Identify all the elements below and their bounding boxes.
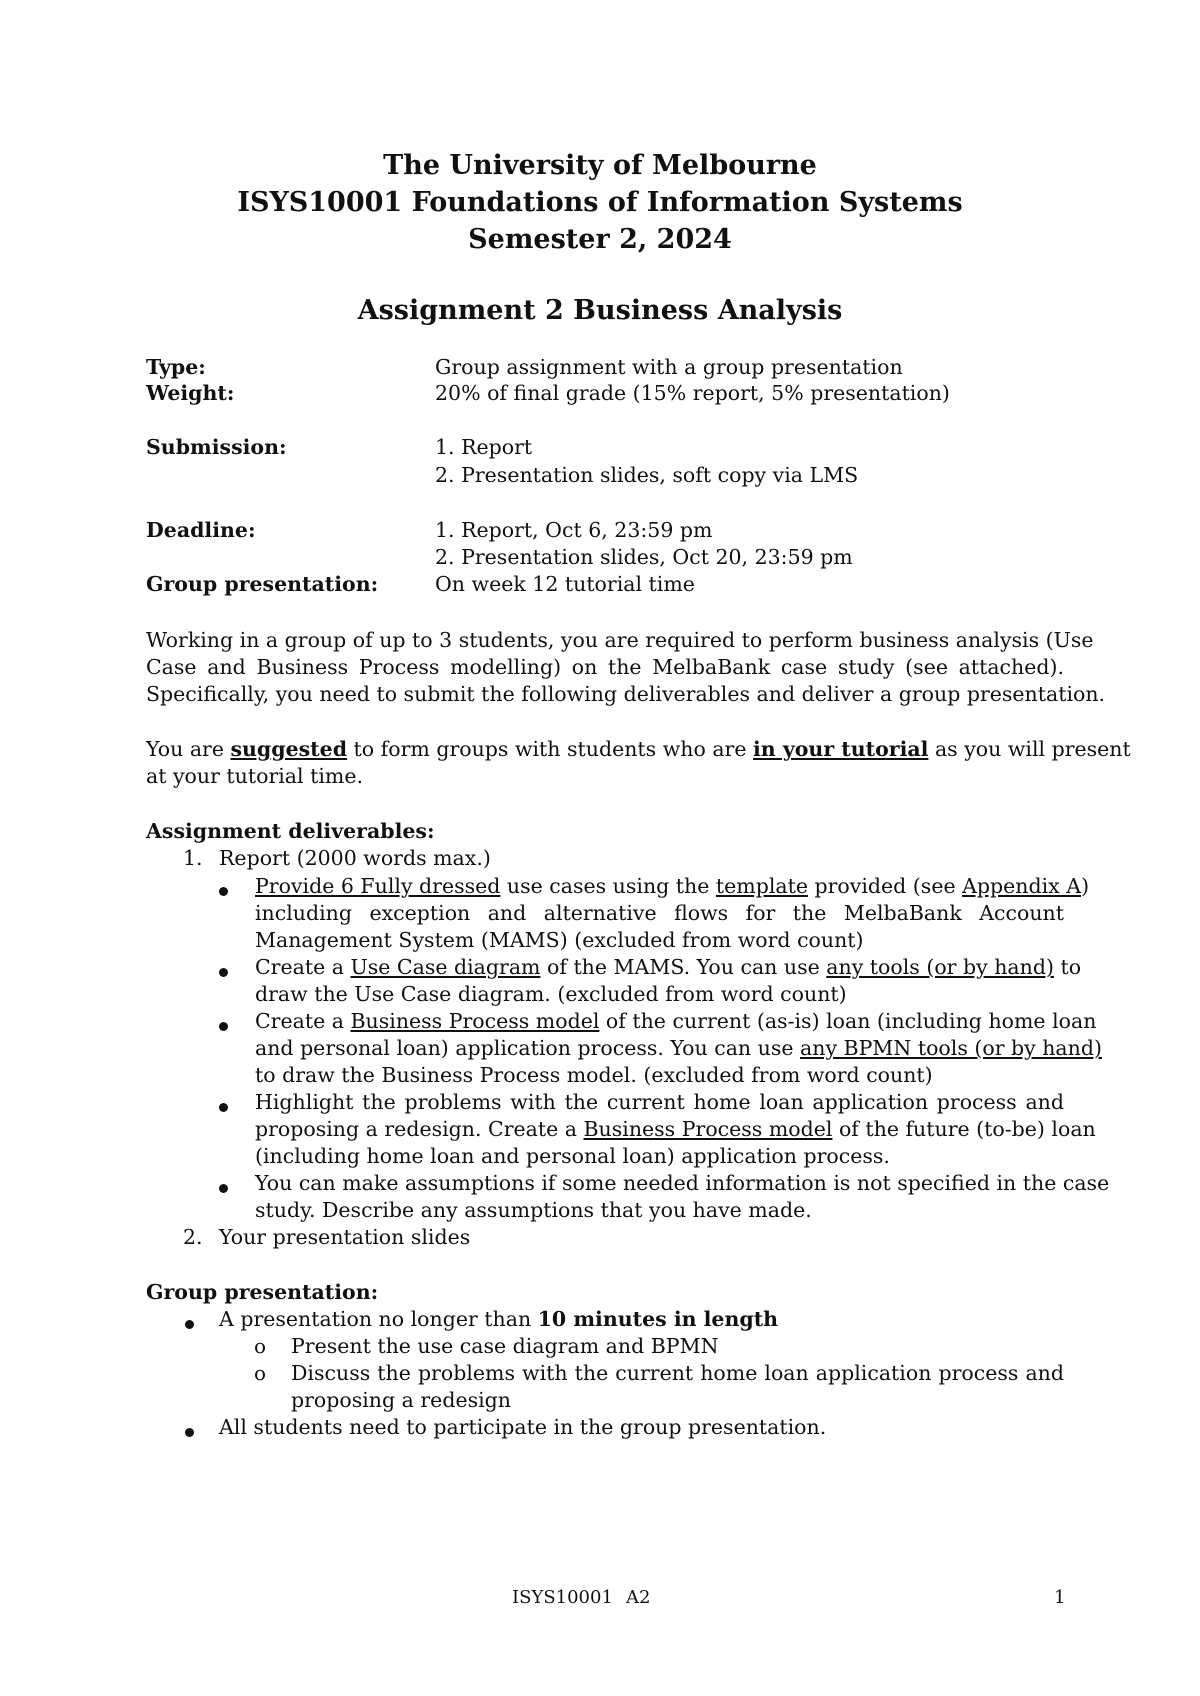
- suggested-emphasis: suggested: [230, 737, 348, 761]
- footer-page-number: 1: [1054, 1587, 1066, 1608]
- footer-course-code: ISYS10001: [512, 1587, 613, 1608]
- circle-bullet-icon: o: [254, 1361, 267, 1385]
- deadline-item-2: 2. Presentation slides, Oct 20, 23:59 pm: [435, 545, 853, 569]
- deadline-item-1: 1. Report, Oct 6, 23:59 pm: [435, 518, 713, 542]
- bullet-3-line-3: to draw the Business Process model. (excluded from word count): [255, 1063, 933, 1087]
- bullet-icon: [185, 1320, 194, 1329]
- bullet-5-line-2: study. Describe any assumptions that you have made.: [255, 1198, 812, 1222]
- assignment-title: Assignment 2 Business Analysis: [357, 295, 843, 326]
- type-label: Type:: [146, 355, 206, 379]
- deliverable-1: Report (2000 words max.): [219, 846, 491, 870]
- bullet-1-line-3: Management System (MAMS) (excluded from word count): [255, 928, 864, 952]
- group-presentation-value: On week 12 tutorial time: [435, 572, 695, 596]
- bullet-1-line-2: including exception and alternative flows for the MelbaBank Account: [255, 901, 1064, 925]
- bullet-icon: [219, 1022, 228, 1031]
- bullet-icon: [219, 968, 228, 977]
- submission-label: Submission:: [146, 435, 287, 459]
- deliverable-2: Your presentation slides: [219, 1225, 471, 1249]
- bullet-icon: [219, 1184, 228, 1193]
- semester-title: Semester 2, 2024: [468, 224, 732, 255]
- weight-value: 20% of final grade (15% report, 5% presentation): [435, 381, 950, 405]
- bullet-1-line-1: Provide 6 Fully dressed use cases using the template provided (see Appendix A): [255, 874, 1090, 898]
- intro-line-3: Specifically, you need to submit the following deliverables and deliver a group presentation.: [146, 682, 1106, 706]
- weight-label: Weight:: [146, 381, 235, 405]
- presentation-heading: Group presentation:: [146, 1280, 379, 1304]
- subject-title: ISYS10001 Foundations of Information Systems: [237, 187, 963, 218]
- in-tutorial-emphasis: in your tutorial: [753, 737, 929, 761]
- group-presentation-label: Group presentation:: [146, 572, 379, 596]
- bullet-icon: [185, 1428, 194, 1437]
- bullet-icon: [219, 1103, 228, 1112]
- bullet-2-line-2: draw the Use Case diagram. (excluded from word count): [255, 982, 847, 1006]
- suggestion-line-1: You are suggested to form groups with students who are in your tutorial as you will present: [146, 737, 1131, 761]
- bullet-5-line-1: You can make assumptions if some needed information is not specified in the case: [255, 1171, 1110, 1195]
- suggestion-line-2: at your tutorial time.: [146, 764, 363, 788]
- presentation-sub-1: Present the use case diagram and BPMN: [291, 1334, 719, 1358]
- presentation-sub-2-line-1: Discuss the problems with the current home loan application process and: [291, 1361, 1064, 1385]
- bullet-4-line-3: (including home loan and personal loan) application process.: [255, 1144, 890, 1168]
- intro-line-1: Working in a group of up to 3 students, you are required to perform business analysis (Use: [146, 628, 1094, 652]
- presentation-sub-2-line-2: proposing a redesign: [291, 1388, 511, 1412]
- deliverable-1-number: 1.: [183, 846, 203, 870]
- bullet-4-line-1: Highlight the problems with the current home loan application process and: [255, 1090, 1064, 1114]
- type-value: Group assignment with a group presentation: [435, 355, 903, 379]
- deliverables-heading: Assignment deliverables:: [146, 819, 435, 843]
- deadline-label: Deadline:: [146, 518, 256, 542]
- submission-item-2: 2. Presentation slides, soft copy via LMS: [435, 463, 859, 487]
- footer-assignment: A2: [626, 1587, 651, 1608]
- bullet-3-line-1: Create a Business Process model of the current (as-is) loan (including home loan: [255, 1009, 1097, 1033]
- bullet-4-line-2: proposing a redesign. Create a Business Process model of the future (to-be) loan: [255, 1117, 1096, 1141]
- circle-bullet-icon: o: [254, 1334, 267, 1358]
- deliverable-2-number: 2.: [183, 1225, 203, 1249]
- university-title: The University of Melbourne: [383, 150, 817, 181]
- presentation-point-1: A presentation no longer than 10 minutes in length: [219, 1307, 779, 1331]
- submission-item-1: 1. Report: [435, 435, 533, 459]
- bullet-2-line-1: Create a Use Case diagram of the MAMS. You can use any tools (or by hand) to: [255, 955, 1082, 979]
- bullet-3-line-2: and personal loan) application process. You can use any BPMN tools (or by hand): [255, 1036, 1102, 1060]
- intro-line-2: Case and Business Process modelling) on the MelbaBank case study (see attached).: [146, 655, 1064, 679]
- bullet-icon: [219, 887, 228, 896]
- presentation-point-2: All students need to participate in the group presentation.: [219, 1415, 827, 1439]
